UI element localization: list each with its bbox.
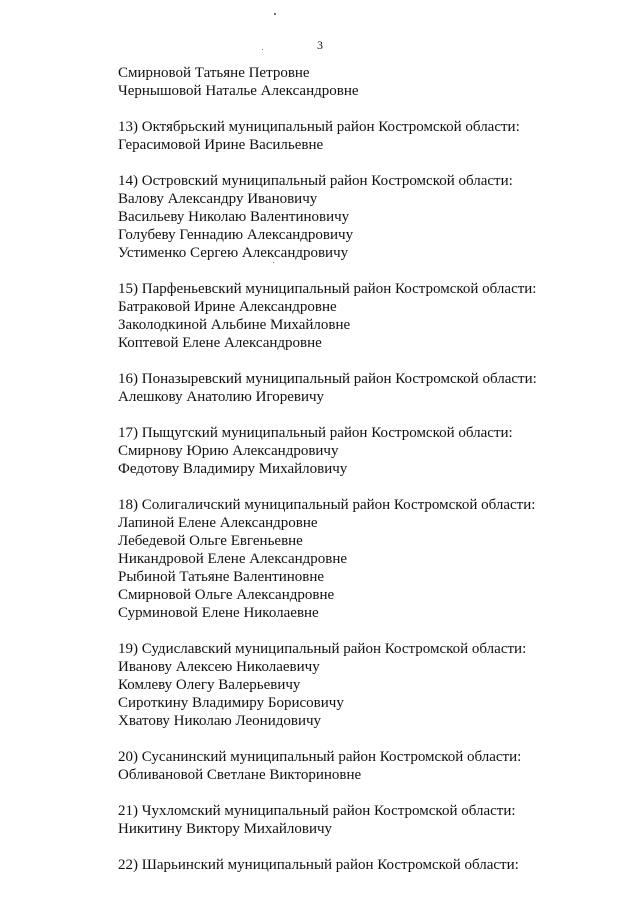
section-heading: 21) Чухломский муниципальный район Костромской области: bbox=[118, 803, 516, 819]
document-section bbox=[118, 856, 618, 874]
section-heading: 14) Островский муниципальный район Костромской области: bbox=[118, 173, 513, 189]
name-line: Никитину Виктору Михайловичу bbox=[118, 821, 333, 837]
document-section bbox=[118, 424, 618, 478]
section-heading: 16) Поназыревский муниципальный район Костромской области: bbox=[118, 371, 537, 387]
document-section bbox=[118, 496, 618, 622]
name-line: Коптевой Елене Александровне bbox=[118, 335, 322, 351]
document-body bbox=[118, 64, 618, 892]
section-heading: 18) Солигаличский муниципальный район Костромской области: bbox=[118, 497, 536, 513]
name-line: Комлеву Олегу Валерьевичу bbox=[118, 677, 301, 693]
name-line: Голубеву Геннадию Александровичу bbox=[118, 227, 354, 243]
section-heading: 19) Судиславский муниципальный район Костромской области: bbox=[118, 641, 527, 657]
name-line: Смирновой Ольге Александровне bbox=[118, 587, 335, 603]
page-number: 3 bbox=[317, 38, 323, 52]
name-line: Хватову Николаю Леонидовичу bbox=[118, 713, 322, 729]
name-line: Алешкову Анатолию Игоревичу bbox=[118, 389, 325, 405]
name-line: Валову Александру Ивановичу bbox=[118, 191, 318, 207]
name-line: Герасимовой Ирине Васильевне bbox=[118, 137, 324, 153]
name-line: Смирновой Татьяне Петровне bbox=[118, 65, 310, 81]
document-section bbox=[118, 370, 618, 406]
document-section bbox=[118, 118, 618, 154]
name-line: Рыбиной Татьяне Валентиновне bbox=[118, 569, 325, 585]
name-line: Батраковой Ирине Александровне bbox=[118, 299, 337, 315]
name-line: Васильеву Николаю Валентиновичу bbox=[118, 209, 350, 225]
section-heading: 13) Октябрьский муниципальный район Костромской области: bbox=[118, 119, 520, 135]
section-heading: 17) Пыщугский муниципальный район Костромской области: bbox=[118, 425, 513, 441]
document-section bbox=[118, 640, 618, 730]
name-line: Обливановой Светлане Викториновне bbox=[118, 767, 362, 783]
section-heading: 22) Шарьинский муниципальный район Костромской области: bbox=[118, 857, 519, 873]
document-section bbox=[118, 172, 618, 262]
document-section bbox=[118, 280, 618, 352]
document-section bbox=[118, 802, 618, 838]
name-line: Никандровой Елене Александровне bbox=[118, 551, 348, 567]
document-section bbox=[118, 64, 618, 100]
name-line: Лебедевой Ольге Евгеньевне bbox=[118, 533, 303, 549]
name-line: Сироткину Владимиру Борисовичу bbox=[118, 695, 344, 711]
scan-speck bbox=[262, 49, 263, 50]
name-line: Сурминовой Елене Николаевне bbox=[118, 605, 319, 621]
name-line: Лапиной Елене Александровне bbox=[118, 515, 318, 531]
name-line: Иванову Алексею Николаевичу bbox=[118, 659, 320, 675]
name-line: Федотову Владимиру Михайловичу bbox=[118, 461, 348, 477]
name-line: Смирнову Юрию Александровичу bbox=[118, 443, 339, 459]
section-heading: 15) Парфеньевский муниципальный район Костромской области: bbox=[118, 281, 537, 297]
name-line: Устименко Сергею Александровичу bbox=[118, 245, 349, 261]
scan-speck bbox=[274, 13, 276, 15]
section-heading: 20) Сусанинский муниципальный район Костромской области: bbox=[118, 749, 522, 765]
document-section bbox=[118, 748, 618, 784]
name-line: Чернышовой Наталье Александровне bbox=[118, 83, 359, 99]
name-line: Заколодкиной Альбине Михайловне bbox=[118, 317, 351, 333]
